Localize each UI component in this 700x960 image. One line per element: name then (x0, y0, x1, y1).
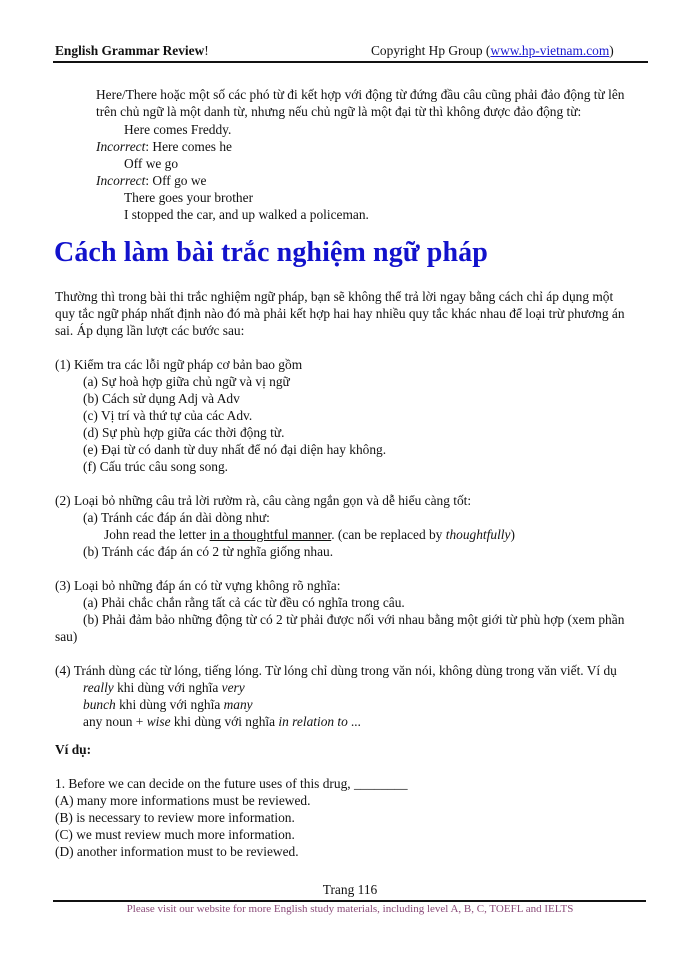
example-option: (D) another information must to be reviewed. (55, 844, 299, 859)
header-divider (53, 61, 648, 63)
slang-row (83, 697, 253, 713)
step-3-item-a: (a) Phải chắc chắn rằng tất cả các từ đều có nghĩa trong câu. (83, 595, 405, 610)
example-line: I stopped the car, and up walked a policeman. (124, 207, 369, 222)
step-2-heading: (2) Loại bỏ những câu trả lời rườm rà, câu càng ngắn gọn và dễ hiểu càng tốt: (55, 493, 472, 508)
slang-mid: khi dùng với nghĩa (113, 680, 222, 695)
website-link[interactable]: www.hp-vietnam.com (490, 43, 610, 58)
step-2-item-a: (a) Tránh các đáp án dài dòng như: (83, 510, 270, 525)
slang-word: bunch (83, 697, 116, 712)
example-question: 1. Before we can decide on the future uses of this drug, ________ (55, 776, 408, 791)
example-underlined: in a thoughtful manner (209, 527, 332, 542)
example-option: (A) many more informations must be reviewed. (55, 793, 311, 808)
slang-mid: khi dùng với nghĩa (170, 714, 279, 729)
step-2-example (104, 527, 515, 543)
example-line: Off we go (124, 156, 179, 171)
slang-pre: any noun + (83, 714, 147, 729)
example-line-incorrect (96, 173, 206, 189)
copyright-prefix: Copyright Hp Group ( (371, 43, 491, 58)
step-1-item: (f) Cấu trúc câu song song. (83, 459, 229, 474)
slang-row (83, 680, 245, 696)
intro-paragraph-line-1: Here/There hoặc một số các phó từ đi kết hợp với động từ đứng đầu câu cũng phải đảo động từ lên (96, 87, 625, 102)
slang-mid: khi dùng với nghĩa (115, 697, 224, 712)
slang-meaning: many (223, 697, 253, 712)
example-pre: John read the letter (104, 527, 210, 542)
example-option: (C) we must review much more information. (55, 827, 295, 842)
copyright-suffix: ) (609, 43, 614, 58)
step-1-item: (b) Cách sử dụng Adj và Adv (83, 391, 240, 406)
slang-word: wise (146, 714, 171, 729)
footer-divider (53, 900, 646, 902)
slang-meaning: very (221, 680, 245, 695)
slang-word: really (83, 680, 114, 695)
document-header-copyright (371, 43, 614, 59)
step-1-item: (e) Đại từ có danh từ duy nhất để nó đại diện hay không. (83, 442, 387, 457)
footer-note: Please visit our website for more English study materials, including level A, B, C, TOEFL and IELTS (126, 903, 574, 915)
incorrect-label: Incorrect (96, 139, 146, 154)
example-text: : Off go we (145, 173, 207, 188)
example-mid: . (can be replaced by (331, 527, 446, 542)
step-4-heading: (4) Tránh dùng các từ lóng, tiếng lóng. Từ lóng chỉ dùng trong văn nói, không dùng trong văn viết. Ví dụ (55, 663, 617, 678)
document-header-title (55, 43, 209, 59)
example-line: There goes your brother (124, 190, 254, 205)
section-intro-line-3: sai. Áp dụng lần lượt các bước sau: (55, 323, 245, 338)
step-1-item: (c) Vị trí và thứ tự của các Adv. (83, 408, 253, 423)
step-3-item-b-continued: sau) (55, 629, 78, 644)
step-1-heading: (1) Kiểm tra các lỗi ngữ pháp cơ bản bao gồm (55, 357, 303, 372)
section-title: Cách làm bài trắc nghiệm ngữ pháp (54, 237, 488, 268)
example-line: Here comes Freddy. (124, 122, 232, 137)
example-line-incorrect (96, 139, 232, 155)
example-heading: Ví dụ: (55, 742, 92, 757)
step-1-item: (d) Sự phù hợp giữa các thời động từ. (83, 425, 285, 440)
slang-meaning: in relation to ... (278, 714, 362, 729)
example-option: (B) is necessary to review more information. (55, 810, 295, 825)
incorrect-label: Incorrect (96, 173, 146, 188)
example-italic: thoughtfully (445, 527, 511, 542)
step-3-item-b: (b) Phải đảm bảo những động từ có 2 từ phải được nối với nhau bằng một giới từ phù hợp (xem phần (83, 612, 625, 627)
example-text: : Here comes he (145, 139, 232, 154)
header-title-text: English Grammar Review (55, 43, 205, 58)
slang-row (83, 714, 361, 730)
step-2-item-b: (b) Tránh các đáp án có 2 từ nghĩa giống nhau. (83, 544, 334, 559)
section-intro-line-1: Thường thì trong bài thi trắc nghiệm ngữ pháp, bạn sẽ không thể trả lời ngay bằng cách chỉ áp dụng một (55, 289, 614, 304)
step-1-item: (a) Sự hoà hợp giữa chủ ngữ và vị ngữ (83, 374, 290, 389)
page-number: Trang 116 (322, 882, 378, 897)
section-intro-line-2: quy tắc ngữ pháp nhất định nào đó mà phải kết hợp hai hay nhiều quy tắc khác nhau để loại trừ phương án (55, 306, 625, 321)
intro-paragraph-line-2: trên chủ ngữ là một danh từ, nhưng nếu chủ ngữ là một đại từ thì không được đảo động từ: (96, 104, 582, 119)
example-post: ) (510, 527, 515, 542)
step-3-heading: (3) Loại bỏ những đáp án có từ vựng không rõ nghĩa: (55, 578, 341, 593)
header-title-suffix: ! (204, 43, 209, 58)
